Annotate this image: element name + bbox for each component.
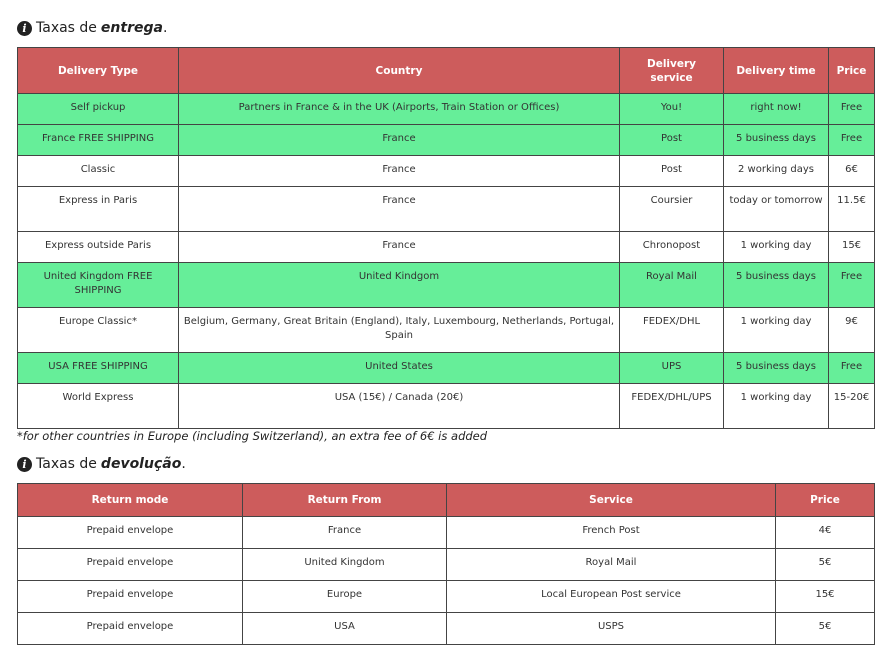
cell-service: Coursier: [620, 187, 724, 232]
cell-price: 6€: [829, 156, 875, 187]
delivery-header-row: [18, 48, 875, 94]
table-row: [18, 384, 875, 429]
cell-return-mode: Prepaid envelope: [18, 581, 243, 613]
table-row: [18, 263, 875, 308]
footnote: *for other countries in Europe (including Switzerland), an extra fee of 6€ is added: [17, 429, 488, 443]
cell-price: 11.5€: [829, 187, 875, 232]
cell-time: 1 working day: [724, 308, 829, 353]
table-row: [18, 517, 875, 549]
delivery-title-emph: entrega: [100, 20, 163, 36]
cell-price: Free: [829, 125, 875, 156]
header-delivery-type: Delivery Type: [18, 48, 179, 94]
cell-price: Free: [829, 94, 875, 125]
cell-country: Belgium, Germany, Great Britain (England), Italy, Luxembourg, Netherlands, Portugal, Spain: [179, 308, 620, 353]
cell-delivery-type: Express in Paris: [18, 187, 179, 232]
cell-country: USA (15€) / Canada (20€): [179, 384, 620, 429]
cell-country: Partners in France & in the UK (Airports, Train Station or Offices): [179, 94, 620, 125]
cell-price: 5€: [776, 549, 875, 581]
table-row: [18, 613, 875, 645]
cell-service: Local European Post service: [447, 581, 776, 613]
cell-country: United States: [179, 353, 620, 384]
cell-delivery-type: USA FREE SHIPPING: [18, 353, 179, 384]
header-price: Price: [829, 48, 875, 94]
table-row: [18, 94, 875, 125]
header-delivery-service: Delivery service: [620, 48, 724, 94]
info-icon: i: [17, 21, 32, 36]
cell-price: 15€: [829, 232, 875, 263]
cell-price: Free: [829, 353, 875, 384]
cell-price: Free: [829, 263, 875, 308]
table-row: [18, 187, 875, 232]
info-icon: i: [17, 457, 32, 472]
cell-return-mode: Prepaid envelope: [18, 549, 243, 581]
cell-delivery-type: Europe Classic*: [18, 308, 179, 353]
cell-service: FEDEX/DHL/UPS: [620, 384, 724, 429]
header-delivery-time: Delivery time: [724, 48, 829, 94]
cell-time: right now!: [724, 94, 829, 125]
cell-return-from: Europe: [243, 581, 447, 613]
cell-delivery-type: Classic: [18, 156, 179, 187]
cell-time: 1 working day: [724, 384, 829, 429]
cell-service: UPS: [620, 353, 724, 384]
cell-price: 9€: [829, 308, 875, 353]
header-price: Price: [776, 484, 875, 517]
cell-price: 15-20€: [829, 384, 875, 429]
delivery-section-title: [17, 20, 167, 36]
returns-section-title: [17, 456, 186, 472]
cell-return-mode: Prepaid envelope: [18, 517, 243, 549]
header-return-from: Return From: [243, 484, 447, 517]
cell-time: 5 business days: [724, 353, 829, 384]
cell-time: 5 business days: [724, 125, 829, 156]
cell-time: 5 business days: [724, 263, 829, 308]
cell-price: 5€: [776, 613, 875, 645]
returns-title-emph: devolução: [100, 456, 182, 472]
cell-service: FEDEX/DHL: [620, 308, 724, 353]
cell-delivery-type: United Kingdom FREE SHIPPING: [18, 263, 179, 308]
cell-country: France: [179, 187, 620, 232]
table-row: [18, 156, 875, 187]
cell-price: 15€: [776, 581, 875, 613]
cell-country: United Kindgom: [179, 263, 620, 308]
table-row: [18, 581, 875, 613]
delivery-rates-table: [17, 47, 875, 429]
cell-service: Post: [620, 156, 724, 187]
table-row: [18, 308, 875, 353]
returns-header-row: [18, 484, 875, 517]
cell-service: Royal Mail: [620, 263, 724, 308]
cell-delivery-type: France FREE SHIPPING: [18, 125, 179, 156]
cell-service: French Post: [447, 517, 776, 549]
cell-delivery-type: Express outside Paris: [18, 232, 179, 263]
delivery-title-suffix: .: [162, 20, 168, 36]
cell-return-from: France: [243, 517, 447, 549]
returns-title-prefix: Taxas de: [36, 456, 97, 472]
table-row: [18, 353, 875, 384]
cell-service: You!: [620, 94, 724, 125]
cell-delivery-type: Self pickup: [18, 94, 179, 125]
table-row: [18, 232, 875, 263]
cell-service: Royal Mail: [447, 549, 776, 581]
cell-country: France: [179, 232, 620, 263]
cell-time: 2 working days: [724, 156, 829, 187]
cell-return-mode: Prepaid envelope: [18, 613, 243, 645]
table-row: [18, 549, 875, 581]
cell-service: USPS: [447, 613, 776, 645]
return-rates-table: [17, 483, 875, 645]
cell-time: today or tomorrow: [724, 187, 829, 232]
header-return-mode: Return mode: [18, 484, 243, 517]
cell-country: France: [179, 156, 620, 187]
table-row: [18, 125, 875, 156]
cell-return-from: United Kingdom: [243, 549, 447, 581]
returns-title-suffix: .: [181, 456, 186, 472]
cell-return-from: USA: [243, 613, 447, 645]
cell-price: 4€: [776, 517, 875, 549]
header-country: Country: [179, 48, 620, 94]
header-service: Service: [447, 484, 776, 517]
cell-service: Chronopost: [620, 232, 724, 263]
cell-country: France: [179, 125, 620, 156]
delivery-title-prefix: Taxas de: [36, 20, 97, 36]
cell-service: Post: [620, 125, 724, 156]
cell-delivery-type: World Express: [18, 384, 179, 429]
cell-time: 1 working day: [724, 232, 829, 263]
